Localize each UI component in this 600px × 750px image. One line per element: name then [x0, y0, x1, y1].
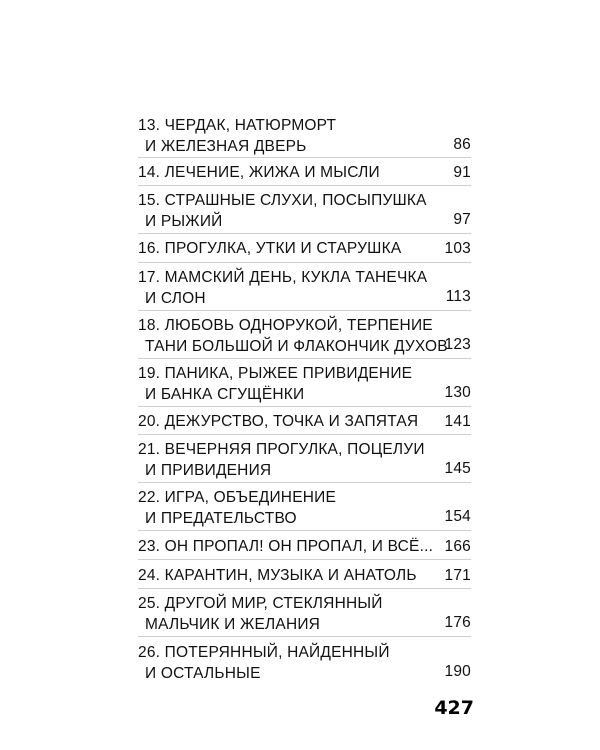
toc-entry-title-line: 20. ДЕЖУРСТВО, ТОЧКА И ЗАПЯТАЯ	[138, 413, 419, 430]
toc-entry-title-line: 16. ПРОГУЛКА, УТКИ И СТАРУШКА	[138, 240, 402, 257]
toc-entry	[138, 565, 471, 586]
toc-entry-page: 103	[444, 240, 471, 257]
toc-entry-title-line: 24. КАРАНТИН, МУЗЫКА И АНАТОЛЬ	[138, 567, 417, 584]
toc-entry-title-line: И ЖЕЛЕЗНАЯ ДВЕРЬ	[145, 138, 307, 155]
toc-divider	[138, 636, 471, 637]
toc-entry-title-line: 17. МАМСКИЙ ДЕНЬ, КУКЛА ТАНЕЧКА	[138, 269, 428, 286]
toc-entry-page: 91	[453, 164, 471, 181]
toc-entry-page: 190	[444, 663, 471, 680]
toc-entry-title-line: МАЛЬЧИК И ЖЕЛАНИЯ	[145, 616, 321, 633]
toc-entry-title-line: И РЫЖИЙ	[145, 213, 223, 230]
toc-entry-title-line: ТАНИ БОЛЬШОЙ И ФЛАКОНЧИК ДУХОВ	[145, 338, 448, 355]
toc-entry	[138, 267, 471, 309]
toc-entry-title-line: И СЛОН	[145, 290, 206, 307]
toc-entry-title-line: 13. ЧЕРДАК, НАТЮРМОРТ	[138, 117, 337, 134]
toc-entry-title-line: 15. СТРАШНЫЕ СЛУХИ, ПОСЫПУШКА	[138, 192, 427, 209]
toc-divider	[138, 262, 471, 263]
toc-entry-title-line: И ПРИВИДЕНИЯ	[145, 462, 272, 479]
toc-entry-page: 97	[453, 211, 471, 228]
toc-entry-title-line: И ОСТАЛЬНЫЕ	[145, 665, 261, 682]
toc-divider	[138, 588, 471, 589]
toc-divider	[138, 233, 471, 234]
toc-entry-title-line: 19. ПАНИКА, РЫЖЕЕ ПРИВИДЕНИЕ	[138, 365, 413, 382]
toc-entry-page: 130	[444, 384, 471, 401]
toc-divider	[138, 310, 471, 311]
toc-entry	[138, 162, 471, 183]
toc-entry-title-line: 25. ДРУГОЙ МИР, СТЕКЛЯННЫЙ	[138, 595, 383, 612]
toc-entry	[138, 536, 471, 557]
toc-entry	[138, 238, 471, 259]
toc-entry-page: 145	[444, 460, 471, 477]
toc-entry-page: 86	[453, 136, 471, 153]
toc-entry-page: 166	[444, 538, 471, 555]
toc-divider	[138, 157, 471, 158]
toc-divider	[138, 358, 471, 359]
toc-entry	[138, 115, 471, 157]
toc-entry-page: 154	[444, 508, 471, 525]
toc-entry-title-line: 21. ВЕЧЕРНЯЯ ПРОГУЛКА, ПОЦЕЛУИ	[138, 441, 425, 458]
toc-divider	[138, 185, 471, 186]
toc-entry	[138, 411, 471, 432]
toc-entry	[138, 190, 471, 232]
toc-divider	[138, 559, 471, 560]
toc-entry-page: 171	[444, 567, 471, 584]
toc-entry-title-line: И БАНКА СГУЩЁНКИ	[145, 386, 305, 403]
toc-entry-title-line: 22. ИГРА, ОБЪЕДИНЕНИЕ	[138, 489, 337, 506]
toc-entry-title-line: 14. ЛЕЧЕНИЕ, ЖИЖА И МЫСЛИ	[138, 164, 380, 181]
toc-entry	[138, 315, 471, 357]
toc-entry-page: 113	[445, 288, 471, 305]
toc-entry	[138, 363, 471, 405]
toc-entry	[138, 593, 471, 635]
toc-entry	[138, 642, 471, 684]
toc-entry	[138, 439, 471, 481]
toc-divider	[138, 482, 471, 483]
toc-divider	[138, 530, 471, 531]
toc-entry-title-line: И ПРЕДАТЕЛЬСТВО	[145, 510, 297, 527]
toc-entry-title-line: 26. ПОТЕРЯННЫЙ, НАЙДЕННЫЙ	[138, 644, 390, 661]
toc-entry	[138, 487, 471, 529]
page-number: 427	[434, 697, 474, 719]
toc-divider	[138, 406, 471, 407]
toc-entry-title-line: 18. ЛЮБОВЬ ОДНОРУКОЙ, ТЕРПЕНИЕ	[138, 317, 433, 334]
toc-entry-page: 141	[444, 413, 471, 430]
toc-entry-title-line: 23. ОН ПРОПАЛ! ОН ПРОПАЛ, И ВСЁ...	[138, 538, 434, 555]
toc-entry-page: 123	[444, 336, 471, 353]
toc-entry-page: 176	[444, 614, 471, 631]
toc-divider	[138, 434, 471, 435]
